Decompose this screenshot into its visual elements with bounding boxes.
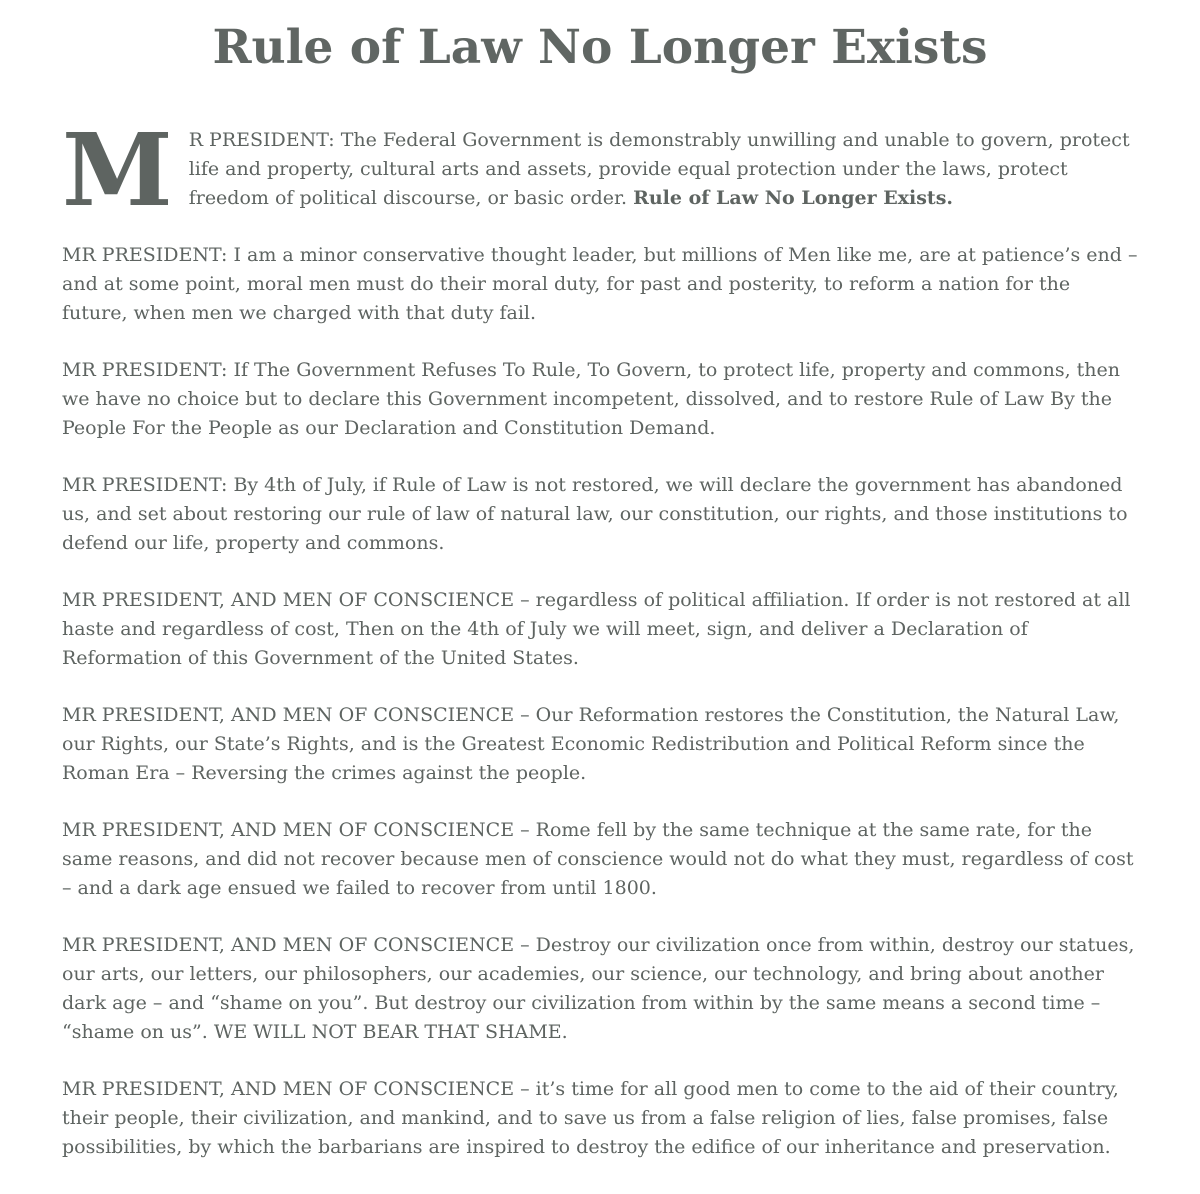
page-title: Rule of Law No Longer Exists — [212, 20, 988, 75]
paragraph — [62, 586, 1138, 673]
paragraph-text: MR PRESIDENT, AND MEN OF CONSCIENCE – Destroy our civilization once from within, destroy our statues, our arts, our letters, our philosophers, our academies, our science, our technology, and bring about another dark age – and “shame on you”. But destroy our civilization from within by the same means a second time – “shame on us”. WE WILL NOT BEAR THAT SHAME. — [62, 934, 1135, 1044]
paragraph — [62, 471, 1138, 558]
paragraph — [62, 111, 1138, 230]
paragraph-text: MR PRESIDENT: By 4th of July, if Rule of Law is not restored, we will declare the government has abandoned us, and set about restoring our rule of law of natural law, our constitution, our rights, and those institutions to defend our life, property and commons. — [62, 474, 1128, 555]
paragraph-text: MR PRESIDENT: I am a minor conservative thought leader, but millions of Men like me, are at patience’s end – and at some point, moral men must do their moral duty, for past and posterity, to reform a nation for the future, when men we charged with that duty fail. — [62, 244, 1138, 325]
paragraph — [62, 931, 1138, 1047]
drop-cap: M — [62, 111, 173, 230]
paragraph-text: MR PRESIDENT: If The Government Refuses To Rule, To Govern, to protect life, property and commons, then we have no choice but to declare this Government incompetent, dissolved, and to restore Rule of Law By the People For the People as our Declaration and Constitution Demand. — [62, 359, 1121, 440]
paragraph — [62, 1075, 1138, 1162]
paragraph-text: R PRESIDENT: The Federal Government is demonstrably unwilling and unable to govern, protect life and property, cultural arts and assets, provide equal protection under the laws, protect freedom of political discourse, or basic order. — [188, 129, 1130, 210]
paragraph-text: MR PRESIDENT, AND MEN OF CONSCIENCE – regardless of political affiliation. If order is not restored at all haste and regardless of cost, Then on the 4th of July we will meet, sign, and deliver a Declaration of Reformation of this Government of the United States. — [62, 589, 1131, 670]
paragraph — [62, 356, 1138, 443]
paragraph-bold-text: Rule of Law No Longer Exists. — [633, 187, 954, 210]
paragraph — [62, 701, 1138, 788]
paragraph — [62, 816, 1138, 903]
paragraph-text: MR PRESIDENT, AND MEN OF CONSCIENCE – Rome fell by the same technique at the same rate, for the same reasons, and did not recover because men of conscience would not do what they must, regardless of cost – and a dark age ensued we failed to recover from until 1800. — [62, 819, 1134, 900]
paragraph-text: MR PRESIDENT, AND MEN OF CONSCIENCE – Our Reformation restores the Constitution, the Natural Law, our Rights, our State’s Rights, and is the Greatest Economic Redistribution and Political Reform since the Roman Era – Reversing the crimes against the people. — [62, 704, 1120, 785]
paragraph — [62, 241, 1138, 328]
paragraph-text: MR PRESIDENT, AND MEN OF CONSCIENCE – it’s time for all good men to come to the aid of their country, their people, their civilization, and mankind, and to save us from a false religion of lies, false promises, false possibilities, by which the barbarians are inspired to destroy the edifice of our inheritance and preservation. — [62, 1078, 1119, 1159]
